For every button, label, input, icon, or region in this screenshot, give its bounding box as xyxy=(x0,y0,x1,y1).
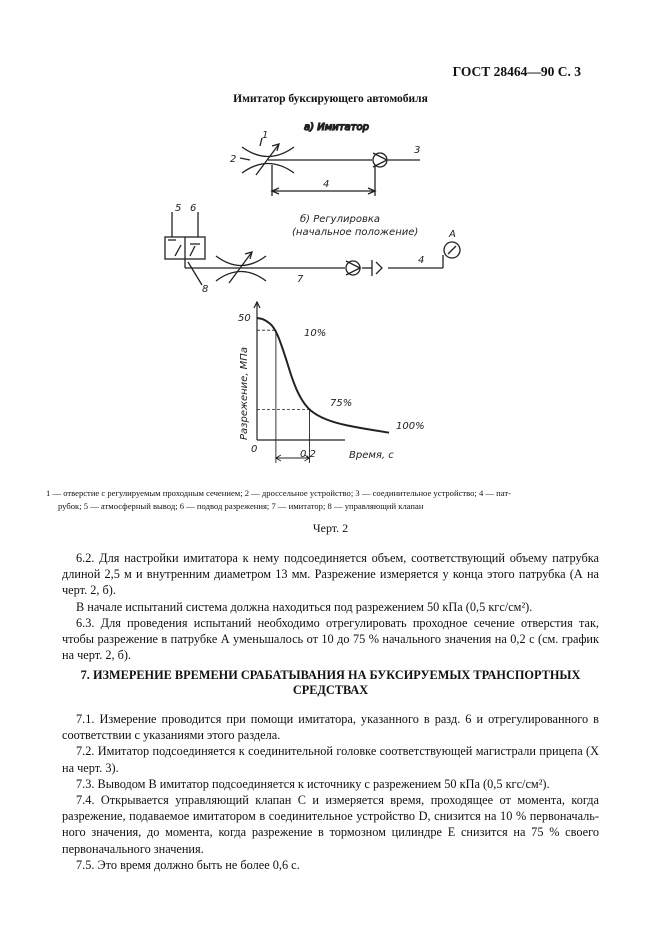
paragraph-6-2: 6.2. Для настройки имитатора к нему подсоединяется объем, соответствующий объему патрубка длиной 2,5 м и внутренним диаметром 13 мм. Разрежение измеряется у конца этого патрубка (А на черт. 2, б). xyxy=(62,551,599,598)
gauge-needle xyxy=(448,246,456,254)
paragraph-7-3: 7.3. Выводом В имитатор подсоединяется к источнику с разрежением 50 кПа (0,5 кгс/см²). xyxy=(76,776,550,791)
section-6-text xyxy=(62,550,599,663)
coupling-circle xyxy=(373,153,387,167)
throttle-lower-arc xyxy=(242,164,294,174)
callout-5: 5 xyxy=(175,203,182,214)
paragraph-6-2-b: В начале испытаний система должна находиться под разрежением 50 кПа (0,5 кгс/см²). xyxy=(76,599,533,614)
y-max-label: 50 xyxy=(238,313,251,324)
section-7-title: 7. ИЗМЕРЕНИЕ ВРЕМЕНИ СРАБАТЫВАНИЯ НА БУКСИРУЕМЫХ ТРАНСПОРТНЫХ СРЕДСТВАХ xyxy=(80,668,581,697)
callout-7: 7 xyxy=(297,274,304,285)
callout-4-bottom: 4 xyxy=(418,255,425,266)
label-100: 100% xyxy=(396,421,425,432)
origin-label: 0 xyxy=(251,444,258,455)
caption-line-2: рубок; 5 — атмосферный вывод; 6 — подвод разрежения; 7 — имитатор; 8 — управляющий клапан xyxy=(58,501,424,511)
interval-label: 0,2 xyxy=(300,449,316,460)
leader-8 xyxy=(188,262,202,285)
paragraph-7-4: 7.4. Открывается управляющий клапан С и измеряется время, проходящее от момента, когда разрежение, подаваемое имитатором в соединительное устройство D, снизится на 10 % первоначального значения, до момента, когда разрежение в тормозном цилиндре Е снизится на 75 % своего первоначального значения. xyxy=(62,793,599,856)
leader-2 xyxy=(240,158,250,160)
figure-caption xyxy=(46,487,598,513)
figure-title: Имитатор буксирующего автомобиля xyxy=(233,93,428,105)
callout-2: 2 xyxy=(230,154,237,165)
x-axis-label: Время, с xyxy=(349,450,394,461)
section-7-text xyxy=(62,711,599,873)
label-75: 75% xyxy=(330,398,353,409)
callout-1: 1 xyxy=(262,130,269,141)
label-10: 10% xyxy=(304,328,327,339)
document-header: ГОСТ 28464—90 С. 3 xyxy=(452,64,581,79)
callout-4-top: 4 xyxy=(323,179,330,190)
subtitle-a: а) Имитатор xyxy=(304,122,369,133)
gauge-label: A xyxy=(449,229,456,240)
throttle-upper-arc xyxy=(242,147,294,157)
figure-number: Черт. 2 xyxy=(312,521,349,535)
paragraph-6-3: 6.3. Для проведения испытаний необходимо отрегулировать проходное сечение отверстия так, чтобы разрежение в патрубке А уменьшалось от 10 до 75 % начального значения на 0,2 с (см. график на черт. 2, б). xyxy=(62,615,599,663)
valve-arrow-right xyxy=(190,246,195,256)
coupling-b-circle xyxy=(346,261,360,275)
paragraph-7-5: 7.5. Это время должно быть не более 0,6 с. xyxy=(76,857,300,872)
y-axis-label: Разрежение, МПа xyxy=(239,347,250,440)
paragraph-7-2: 7.2. Имитатор подсоединяется к соединительной головке соответствующей магистрали прицепа (X на черт. 3). xyxy=(62,744,599,775)
throttle-b-upper-arc xyxy=(216,256,266,266)
callout-3: 3 xyxy=(414,145,421,156)
caption-line-1: 1 — отверстие с регулируемым проходным сечением; 2 — дроссельное устройство; 3 — соединительное устройство; 4 — пат- xyxy=(46,488,511,498)
subtitle-b-line1: б) Регулировка xyxy=(300,214,381,225)
paragraph-7-1: 7.1. Измерение проводится при помощи имитатора, указанного в разд. 6 и отрегулированного в соответствии с указаниями этого раздела. xyxy=(62,712,599,743)
coupling-head-chevron xyxy=(376,262,382,274)
callout-6: 6 xyxy=(190,203,197,214)
subtitle-b-line2: (начальное положение) xyxy=(292,227,419,238)
throttle-b-lower-arc xyxy=(216,272,266,282)
valve-arrow-left xyxy=(175,245,181,256)
callout-8: 8 xyxy=(202,284,209,295)
